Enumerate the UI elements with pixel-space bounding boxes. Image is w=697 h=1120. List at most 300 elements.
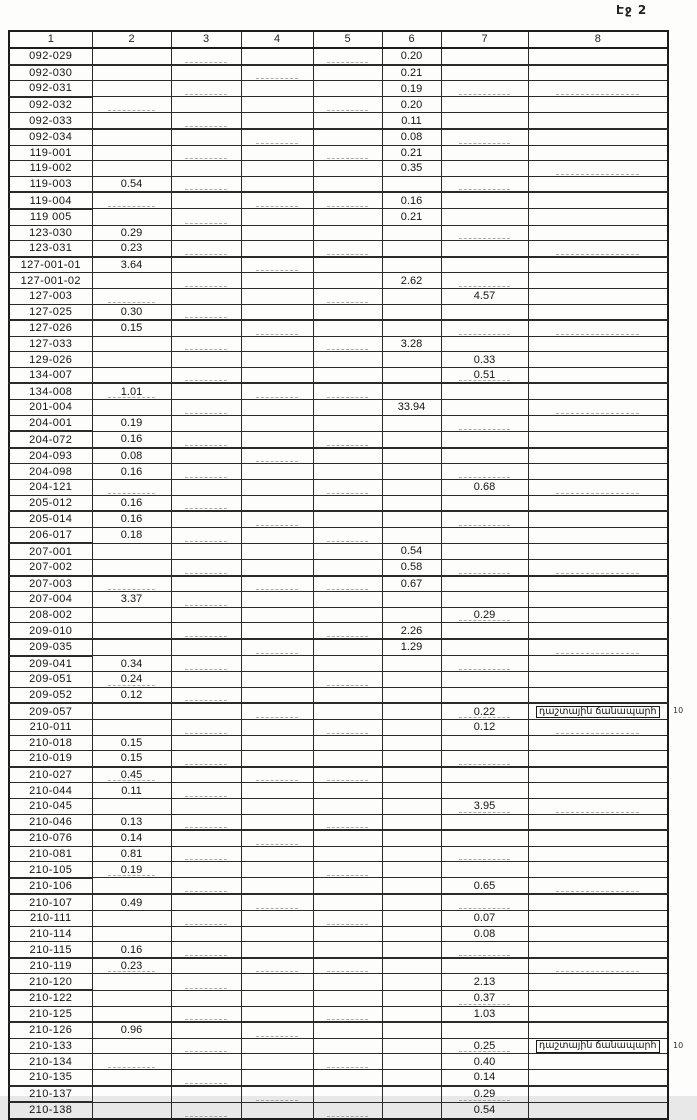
value-cell — [171, 1070, 241, 1086]
value-cell — [313, 431, 382, 448]
value-cell — [171, 320, 241, 336]
value-cell: 0.08 — [441, 926, 528, 942]
code-cell: 205-014 — [9, 511, 92, 527]
table-row — [9, 576, 668, 592]
code-cell: 209-051 — [9, 672, 92, 688]
value-cell — [241, 209, 313, 225]
value-cell — [441, 511, 528, 527]
value-cell — [92, 878, 171, 895]
value-cell — [528, 1070, 668, 1086]
value-cell: 3.28 — [382, 336, 441, 352]
value-cell — [171, 511, 241, 527]
code-cell: 134-008 — [9, 383, 92, 399]
value-cell: 0.08 — [382, 129, 441, 145]
value-cell — [528, 1102, 668, 1119]
code-cell: 210-138 — [9, 1102, 92, 1119]
value-cell: 0.29 — [441, 1086, 528, 1103]
table-row — [9, 415, 668, 431]
code-cell: 210-115 — [9, 942, 92, 958]
value-cell — [171, 894, 241, 910]
code-cell: 207-004 — [9, 592, 92, 608]
value-cell — [313, 209, 382, 225]
value-cell — [528, 878, 668, 895]
value-cell — [92, 352, 171, 368]
value-cell — [171, 448, 241, 464]
value-cell — [528, 656, 668, 672]
table-row — [9, 560, 668, 576]
value-cell — [313, 911, 382, 927]
value-cell: 0.25 — [441, 1038, 528, 1054]
value-cell — [92, 336, 171, 352]
value-cell: 0.20 — [382, 97, 441, 113]
value-cell — [382, 703, 441, 719]
value-cell — [528, 192, 668, 209]
value-cell — [171, 527, 241, 543]
value-cell — [241, 942, 313, 958]
value-cell — [313, 672, 382, 688]
value-cell — [313, 336, 382, 352]
value-cell: 33.94 — [382, 400, 441, 416]
value-cell: 0.21 — [382, 65, 441, 81]
value-cell — [171, 336, 241, 352]
value-cell — [171, 352, 241, 368]
value-cell: 0.14 — [92, 830, 171, 846]
value-cell — [241, 798, 313, 814]
code-cell: 208-002 — [9, 607, 92, 623]
value-cell — [313, 656, 382, 672]
value-cell — [313, 352, 382, 368]
value-cell — [382, 878, 441, 895]
value-cell: 0.15 — [92, 735, 171, 751]
value-cell: 0.08 — [92, 448, 171, 464]
value-cell — [528, 464, 668, 480]
value-cell: 2.26 — [382, 623, 441, 639]
table-row — [9, 926, 668, 942]
value-cell — [382, 894, 441, 910]
table-row — [9, 830, 668, 846]
code-cell: 210-126 — [9, 1022, 92, 1038]
value-cell — [441, 894, 528, 910]
value-cell — [528, 830, 668, 846]
code-cell: 210-046 — [9, 814, 92, 830]
value-cell — [241, 415, 313, 431]
value-cell: 0.22 — [441, 703, 528, 719]
value-cell — [313, 192, 382, 209]
code-cell: 210-125 — [9, 1006, 92, 1022]
value-cell — [441, 592, 528, 608]
value-cell — [441, 81, 528, 97]
value-cell — [171, 161, 241, 177]
value-cell — [92, 543, 171, 559]
table-row — [9, 352, 668, 368]
table-row — [9, 145, 668, 161]
column-header: 3 — [171, 31, 241, 48]
table-row — [9, 719, 668, 735]
code-cell: 127-003 — [9, 288, 92, 304]
value-cell — [313, 367, 382, 383]
value-cell: 0.33 — [441, 352, 528, 368]
code-cell: 209-057 — [9, 703, 92, 719]
value-cell — [92, 145, 171, 161]
code-cell: 210-018 — [9, 735, 92, 751]
value-cell — [171, 543, 241, 559]
table-row — [9, 894, 668, 910]
value-cell: 3.64 — [92, 257, 171, 273]
value-cell — [241, 495, 313, 511]
value-cell — [313, 1006, 382, 1022]
table-row — [9, 798, 668, 814]
table-row — [9, 1086, 668, 1103]
value-cell — [241, 81, 313, 97]
value-cell — [241, 336, 313, 352]
table-row — [9, 767, 668, 783]
value-cell — [441, 113, 528, 129]
value-cell — [528, 783, 668, 799]
value-cell — [241, 894, 313, 910]
value-cell — [528, 81, 668, 97]
value-cell — [92, 1086, 171, 1103]
value-cell — [382, 958, 441, 974]
value-cell — [171, 719, 241, 735]
value-cell — [382, 480, 441, 496]
code-cell: 210-011 — [9, 719, 92, 735]
value-cell — [441, 495, 528, 511]
value-cell — [241, 687, 313, 703]
value-cell: 0.18 — [92, 527, 171, 543]
value-cell — [441, 543, 528, 559]
value-cell — [92, 161, 171, 177]
value-cell — [241, 607, 313, 623]
value-cell — [171, 145, 241, 161]
value-cell — [382, 607, 441, 623]
value-cell — [382, 320, 441, 336]
value-cell — [171, 592, 241, 608]
value-cell — [171, 480, 241, 496]
value-cell — [528, 352, 668, 368]
value-cell — [382, 304, 441, 320]
table-row — [9, 1022, 668, 1038]
value-cell — [382, 830, 441, 846]
value-cell — [382, 990, 441, 1006]
value-cell — [528, 336, 668, 352]
header-row — [9, 31, 668, 48]
value-cell — [241, 1086, 313, 1103]
value-cell — [382, 1038, 441, 1054]
value-cell — [313, 97, 382, 113]
value-cell — [313, 527, 382, 543]
value-cell — [441, 304, 528, 320]
value-cell — [171, 672, 241, 688]
table-row — [9, 1102, 668, 1119]
table-row — [9, 878, 668, 895]
value-cell — [241, 719, 313, 735]
value-cell — [241, 225, 313, 241]
value-cell — [241, 192, 313, 209]
table-row — [9, 974, 668, 990]
value-cell — [313, 273, 382, 289]
value-cell — [241, 273, 313, 289]
value-cell — [241, 830, 313, 846]
value-cell — [441, 846, 528, 862]
value-cell — [171, 846, 241, 862]
value-cell — [528, 958, 668, 974]
code-cell: 127-001-01 — [9, 257, 92, 273]
value-cell — [441, 257, 528, 273]
code-cell: 127-025 — [9, 304, 92, 320]
value-cell — [241, 958, 313, 974]
table-row — [9, 176, 668, 192]
value-cell — [92, 48, 171, 65]
value-cell — [241, 576, 313, 592]
value-cell — [241, 65, 313, 81]
value-cell — [382, 656, 441, 672]
value-cell — [171, 656, 241, 672]
value-cell — [92, 273, 171, 289]
value-cell — [92, 400, 171, 416]
value-cell: 0.12 — [441, 719, 528, 735]
value-cell — [241, 783, 313, 799]
value-cell — [441, 560, 528, 576]
value-cell — [92, 480, 171, 496]
column-header: 7 — [441, 31, 528, 48]
value-cell — [382, 974, 441, 990]
value-cell — [528, 48, 668, 65]
code-cell: 092-033 — [9, 113, 92, 129]
value-cell — [313, 1102, 382, 1119]
value-cell — [241, 448, 313, 464]
value-cell — [92, 1038, 171, 1054]
margin-note-mark: 10 — [673, 1040, 684, 1050]
value-cell — [171, 495, 241, 511]
table-row — [9, 942, 668, 958]
value-cell — [528, 176, 668, 192]
value-cell — [92, 639, 171, 656]
value-cell — [313, 113, 382, 129]
value-cell — [92, 65, 171, 81]
column-header: 1 — [9, 31, 92, 48]
value-cell — [171, 288, 241, 304]
value-cell — [382, 926, 441, 942]
value-cell: 0.54 — [441, 1102, 528, 1119]
table-row — [9, 1070, 668, 1086]
value-cell — [382, 448, 441, 464]
value-cell — [382, 735, 441, 751]
value-cell — [171, 862, 241, 878]
value-cell — [382, 176, 441, 192]
value-cell — [382, 431, 441, 448]
value-cell — [382, 1054, 441, 1070]
value-cell — [241, 257, 313, 273]
value-cell — [313, 304, 382, 320]
value-cell — [92, 129, 171, 145]
value-cell — [313, 464, 382, 480]
value-cell — [313, 894, 382, 910]
value-cell — [241, 1006, 313, 1022]
value-cell — [92, 560, 171, 576]
value-cell — [92, 192, 171, 209]
value-cell — [92, 703, 171, 719]
value-cell: 0.40 — [441, 1054, 528, 1070]
code-cell: 119-001 — [9, 145, 92, 161]
value-cell — [92, 990, 171, 1006]
value-cell — [313, 225, 382, 241]
value-cell — [313, 560, 382, 576]
value-cell — [92, 926, 171, 942]
value-cell — [382, 1102, 441, 1119]
value-cell — [241, 560, 313, 576]
code-cell: 119-004 — [9, 192, 92, 209]
value-cell — [313, 383, 382, 399]
value-cell — [241, 990, 313, 1006]
table-row — [9, 480, 668, 496]
code-cell: 210-045 — [9, 798, 92, 814]
value-cell — [528, 320, 668, 336]
value-cell — [241, 527, 313, 543]
value-cell — [382, 814, 441, 830]
value-cell — [241, 911, 313, 927]
table-row — [9, 846, 668, 862]
table-row — [9, 814, 668, 830]
table-row — [9, 304, 668, 320]
value-cell — [313, 878, 382, 895]
code-cell: 210-114 — [9, 926, 92, 942]
code-cell: 207-003 — [9, 576, 92, 592]
value-cell — [313, 607, 382, 623]
value-cell — [382, 846, 441, 862]
value-cell — [528, 367, 668, 383]
table-row — [9, 1054, 668, 1070]
table-row — [9, 257, 668, 273]
value-cell — [528, 576, 668, 592]
code-cell: 127-001-02 — [9, 273, 92, 289]
value-cell — [528, 911, 668, 927]
code-cell: 210-133 — [9, 1038, 92, 1054]
table-row — [9, 288, 668, 304]
value-cell: 0.16 — [92, 942, 171, 958]
table-row — [9, 336, 668, 352]
table-row — [9, 687, 668, 703]
value-cell: 1.01 — [92, 383, 171, 399]
value-cell: 0.21 — [382, 209, 441, 225]
value-cell — [528, 527, 668, 543]
value-cell — [92, 288, 171, 304]
value-cell — [92, 607, 171, 623]
table-row — [9, 209, 668, 225]
value-cell — [171, 1038, 241, 1054]
table-row — [9, 639, 668, 656]
value-cell — [92, 623, 171, 639]
table-row — [9, 751, 668, 767]
value-cell — [241, 623, 313, 639]
value-cell — [441, 273, 528, 289]
value-cell — [92, 367, 171, 383]
value-cell — [92, 719, 171, 735]
value-cell — [382, 225, 441, 241]
value-cell — [171, 1022, 241, 1038]
value-cell — [313, 415, 382, 431]
value-cell — [241, 1054, 313, 1070]
value-cell — [171, 400, 241, 416]
table-row — [9, 495, 668, 511]
column-header: 8 — [528, 31, 668, 48]
value-cell — [528, 383, 668, 399]
value-cell — [241, 1038, 313, 1054]
value-cell: 0.54 — [92, 176, 171, 192]
value-cell: 0.96 — [92, 1022, 171, 1038]
table-row — [9, 862, 668, 878]
value-cell — [313, 480, 382, 496]
value-cell — [241, 97, 313, 113]
code-cell: 092-031 — [9, 81, 92, 97]
value-cell: 0.16 — [92, 495, 171, 511]
value-cell — [313, 176, 382, 192]
value-cell — [313, 926, 382, 942]
value-cell — [528, 767, 668, 783]
code-cell: 127-026 — [9, 320, 92, 336]
value-cell — [313, 751, 382, 767]
table-row — [9, 320, 668, 336]
value-cell — [313, 862, 382, 878]
value-cell: 0.15 — [92, 320, 171, 336]
value-cell — [441, 623, 528, 639]
value-cell — [441, 65, 528, 81]
table-row — [9, 543, 668, 559]
value-cell: 1.03 — [441, 1006, 528, 1022]
value-cell — [441, 129, 528, 145]
code-cell: 206-017 — [9, 527, 92, 543]
value-cell — [382, 383, 441, 399]
value-cell — [92, 1070, 171, 1086]
value-cell — [528, 592, 668, 608]
table-row — [9, 511, 668, 527]
value-cell — [241, 241, 313, 257]
table-row — [9, 1038, 668, 1054]
value-cell — [528, 814, 668, 830]
code-cell: 207-001 — [9, 543, 92, 559]
value-cell — [313, 1054, 382, 1070]
value-cell — [92, 576, 171, 592]
value-cell — [382, 415, 441, 431]
value-cell: 0.35 — [382, 161, 441, 177]
value-cell — [528, 1086, 668, 1103]
value-cell — [171, 767, 241, 783]
value-cell — [171, 81, 241, 97]
table-row — [9, 703, 668, 719]
value-cell — [171, 990, 241, 1006]
value-cell — [92, 1006, 171, 1022]
table-row — [9, 431, 668, 448]
value-cell: 0.16 — [92, 431, 171, 448]
table-row — [9, 783, 668, 799]
value-cell — [528, 1022, 668, 1038]
value-cell — [313, 1022, 382, 1038]
value-cell — [241, 543, 313, 559]
value-cell — [441, 400, 528, 416]
value-cell — [382, 862, 441, 878]
code-cell: 119-002 — [9, 161, 92, 177]
value-cell — [241, 974, 313, 990]
value-cell — [241, 288, 313, 304]
code-cell: 210-120 — [9, 974, 92, 990]
value-cell — [382, 783, 441, 799]
value-cell — [241, 656, 313, 672]
code-cell: 209-041 — [9, 656, 92, 672]
value-cell — [382, 1006, 441, 1022]
value-cell — [92, 209, 171, 225]
value-cell — [171, 464, 241, 480]
value-cell — [382, 1022, 441, 1038]
value-cell — [241, 48, 313, 65]
